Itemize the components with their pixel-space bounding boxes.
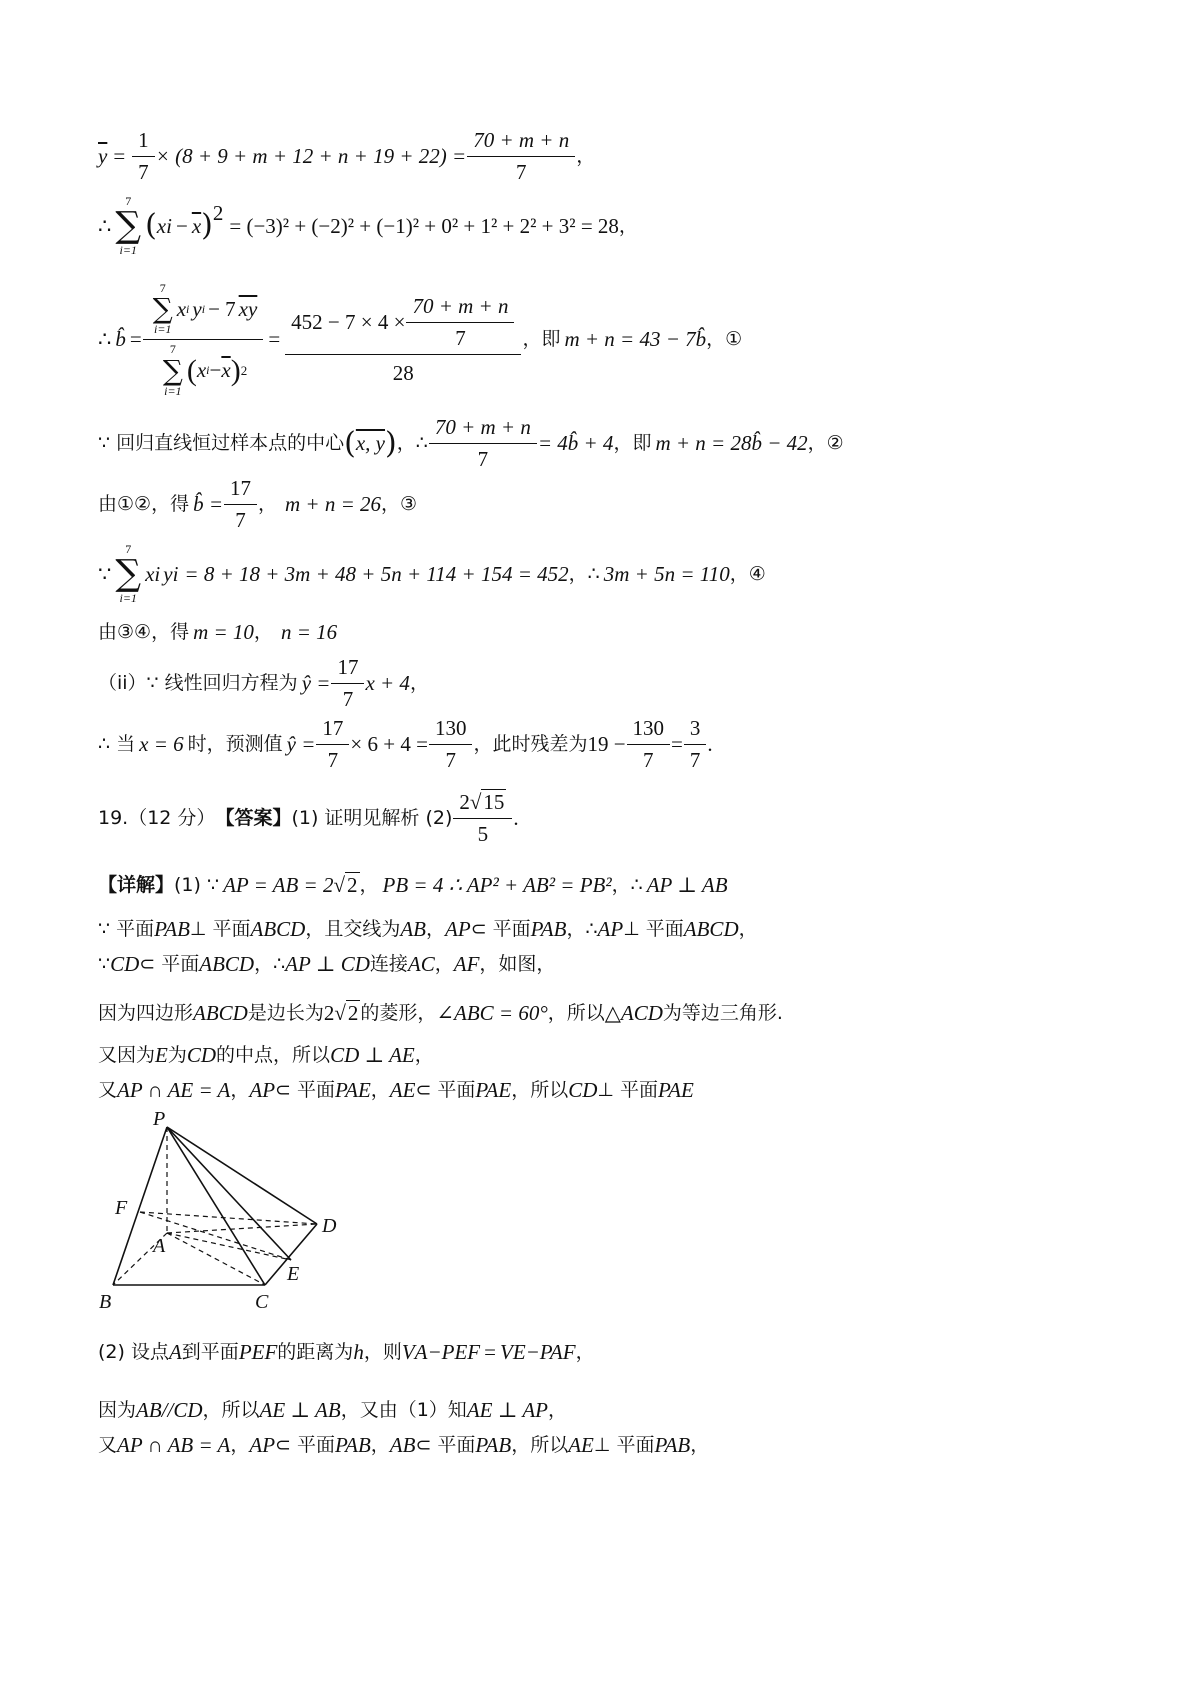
equation-prediction: ∴ 当 x = 6 时，预测值 ŷ = $\frac{17}{7}$ × 6 + 4 = $\frac{130}{7}$ ，此时残差为 19 − $\frac{130}{7}$ = $\frac{3}{7}$ .: [98, 716, 713, 773]
edge-AD: [167, 1224, 317, 1233]
fraction: $\frac{3}{7}$: [687, 716, 704, 773]
fraction: $\frac{1}{7}$: [135, 128, 152, 185]
label-D: D: [322, 1215, 337, 1237]
detail-line-7: (2) 设点 A 到平面 PEF 的距离为 h ，则 V A−PEF = V E−PAF ，: [98, 1340, 595, 1364]
detail-line-5: 又因为 E 为 CD 的中点，所以 CD ⊥ AE ，: [98, 1043, 434, 1067]
detail-line-8: 因为 AB//CD ，所以 AE ⊥ AB ，又由（1）知 AE ⊥ AP ，: [98, 1398, 568, 1422]
equation-sum-xy: ∵ 7 ∑ i=1 x i y i = 8 + 18 + 3m + 48 + 5n + 114 + 154 = 452 ，∴ 3m + 5n = 110 ，④: [98, 542, 766, 606]
equation-regression: （ii）∵ 线性回归方程为 ŷ = $\frac{17}{7}$ x + 4 ，: [98, 655, 429, 712]
label-A: A: [153, 1235, 166, 1257]
result-mn: 由③④，得 m = 10 ， n = 16: [98, 620, 338, 644]
edge-PC: [167, 1127, 265, 1285]
fraction: $\frac{17}{7}$: [227, 476, 254, 533]
detail-line-3: ∵ CD ⊂ 平面 ABCD ，∴ AP ⊥ CD 连接 AC ， AF ，如图，: [98, 952, 556, 976]
equation-b-value: 由①②，得 b̂ = $\frac{17}{7}$ ， m + n = 26 ，③: [98, 476, 418, 533]
detail-line-6: 又 AP ∩ AE = A ， AP ⊂ 平面 PAE ， AE ⊂ 平面 PAE ，所以 CD ⊥ 平面 PAE: [98, 1078, 694, 1102]
label-C: C: [255, 1291, 269, 1313]
fraction: $\frac{130}{7}$: [630, 716, 668, 773]
summation: 7 ∑ i=1: [115, 542, 142, 606]
fraction-bhat: 7 ∑ i=1 x i y i − 7 $\overline{xy}$ 7 ∑ i=1 ( x i − $\overline{x}$ ) 2: [146, 282, 261, 398]
ybar: $\overline{y}$: [98, 144, 108, 169]
equation-ybar: $\overline{y}$ = $\frac{1}{7}$ × (8 + 9 + m + 12 + n + 19 + 22) = $\frac{70 + m + n}{7}$ ，: [98, 128, 596, 185]
equation-bhat: ∴ b̂ = 7 ∑ i=1 x i y i − 7 $\overline{xy}$ 7 ∑ i=1 ( x i − $\overline{x}$ ) 2 = 452 − 7 × 4 × $\frac{70 + m + n}{7}$ 28 ，即 m + n = 43 − 7b̂ ，①: [98, 281, 743, 398]
fraction: $\frac{130}{7}$: [432, 716, 470, 773]
summation: 7 ∑ i=1: [115, 194, 142, 258]
label-B: B: [99, 1291, 112, 1313]
edge-AC: [167, 1233, 265, 1285]
pyramid-figure: [95, 1112, 375, 1334]
equation-center: ∵ 回归直线恒过样本点的中心 ( x, y ) ，∴ $\frac{70 + m + n}{7}$ = 4b̂ + 4 ，即 m + n = 28b̂ − 42 ，②: [98, 415, 844, 472]
detail-line-1: 【详解】 (1) ∵ AP = AB = 2 √ 2 ， PB = 4 ∴ AP² + AB² = PB² ，∴ AP ⊥ AB: [98, 872, 728, 897]
label-F: F: [115, 1197, 128, 1219]
fraction: $\frac{70 + m + n}{7}$: [470, 128, 572, 185]
fraction: $\frac{17}{7}$: [334, 655, 361, 712]
question-19-answer: 19.（12 分） 【答案】 (1) 证明见解析 (2) $\frac{2√15}{5}$ .: [98, 790, 519, 847]
fraction: $\frac{17}{7}$: [319, 716, 346, 773]
equation-sum-squares: ∴ 7 ∑ i=1 ( x i − $\overline{x}$ ) 2 = (−3)² + (−2)² + (−1)² + 0² + 1² + 2² + 3² = 28 ，: [98, 194, 638, 258]
detail-line-4: 因为四边形 ABCD 是边长为 2 √ 2 的菱形， ∠ABC = 60° ，所以 △ACD 为等边三角形.: [98, 1000, 783, 1025]
label-P: P: [153, 1112, 166, 1130]
detail-line-9: 又 AP ∩ AB = A ， AP ⊂ 平面 PAB ， AB ⊂ 平面 PAB ，所以 AE ⊥ 平面 PAB ，: [98, 1433, 710, 1457]
edge-AE: [167, 1233, 291, 1260]
fraction-452: 452 − 7 × 4 × $\frac{70 + m + n}{7}$ 28: [288, 294, 518, 387]
label-E: E: [287, 1263, 300, 1285]
detail-line-2: ∵ 平面 PAB ⊥ 平面 ABCD ，且交线为 AB ， AP ⊂ 平面 PAB ，∴ AP ⊥ 平面 ABCD ，: [98, 917, 758, 941]
edge-PD: [167, 1127, 317, 1224]
fraction-sqrt15: $\frac{2√15}{5}$: [456, 790, 509, 847]
fraction: $\frac{70 + m + n}{7}$: [432, 415, 534, 472]
